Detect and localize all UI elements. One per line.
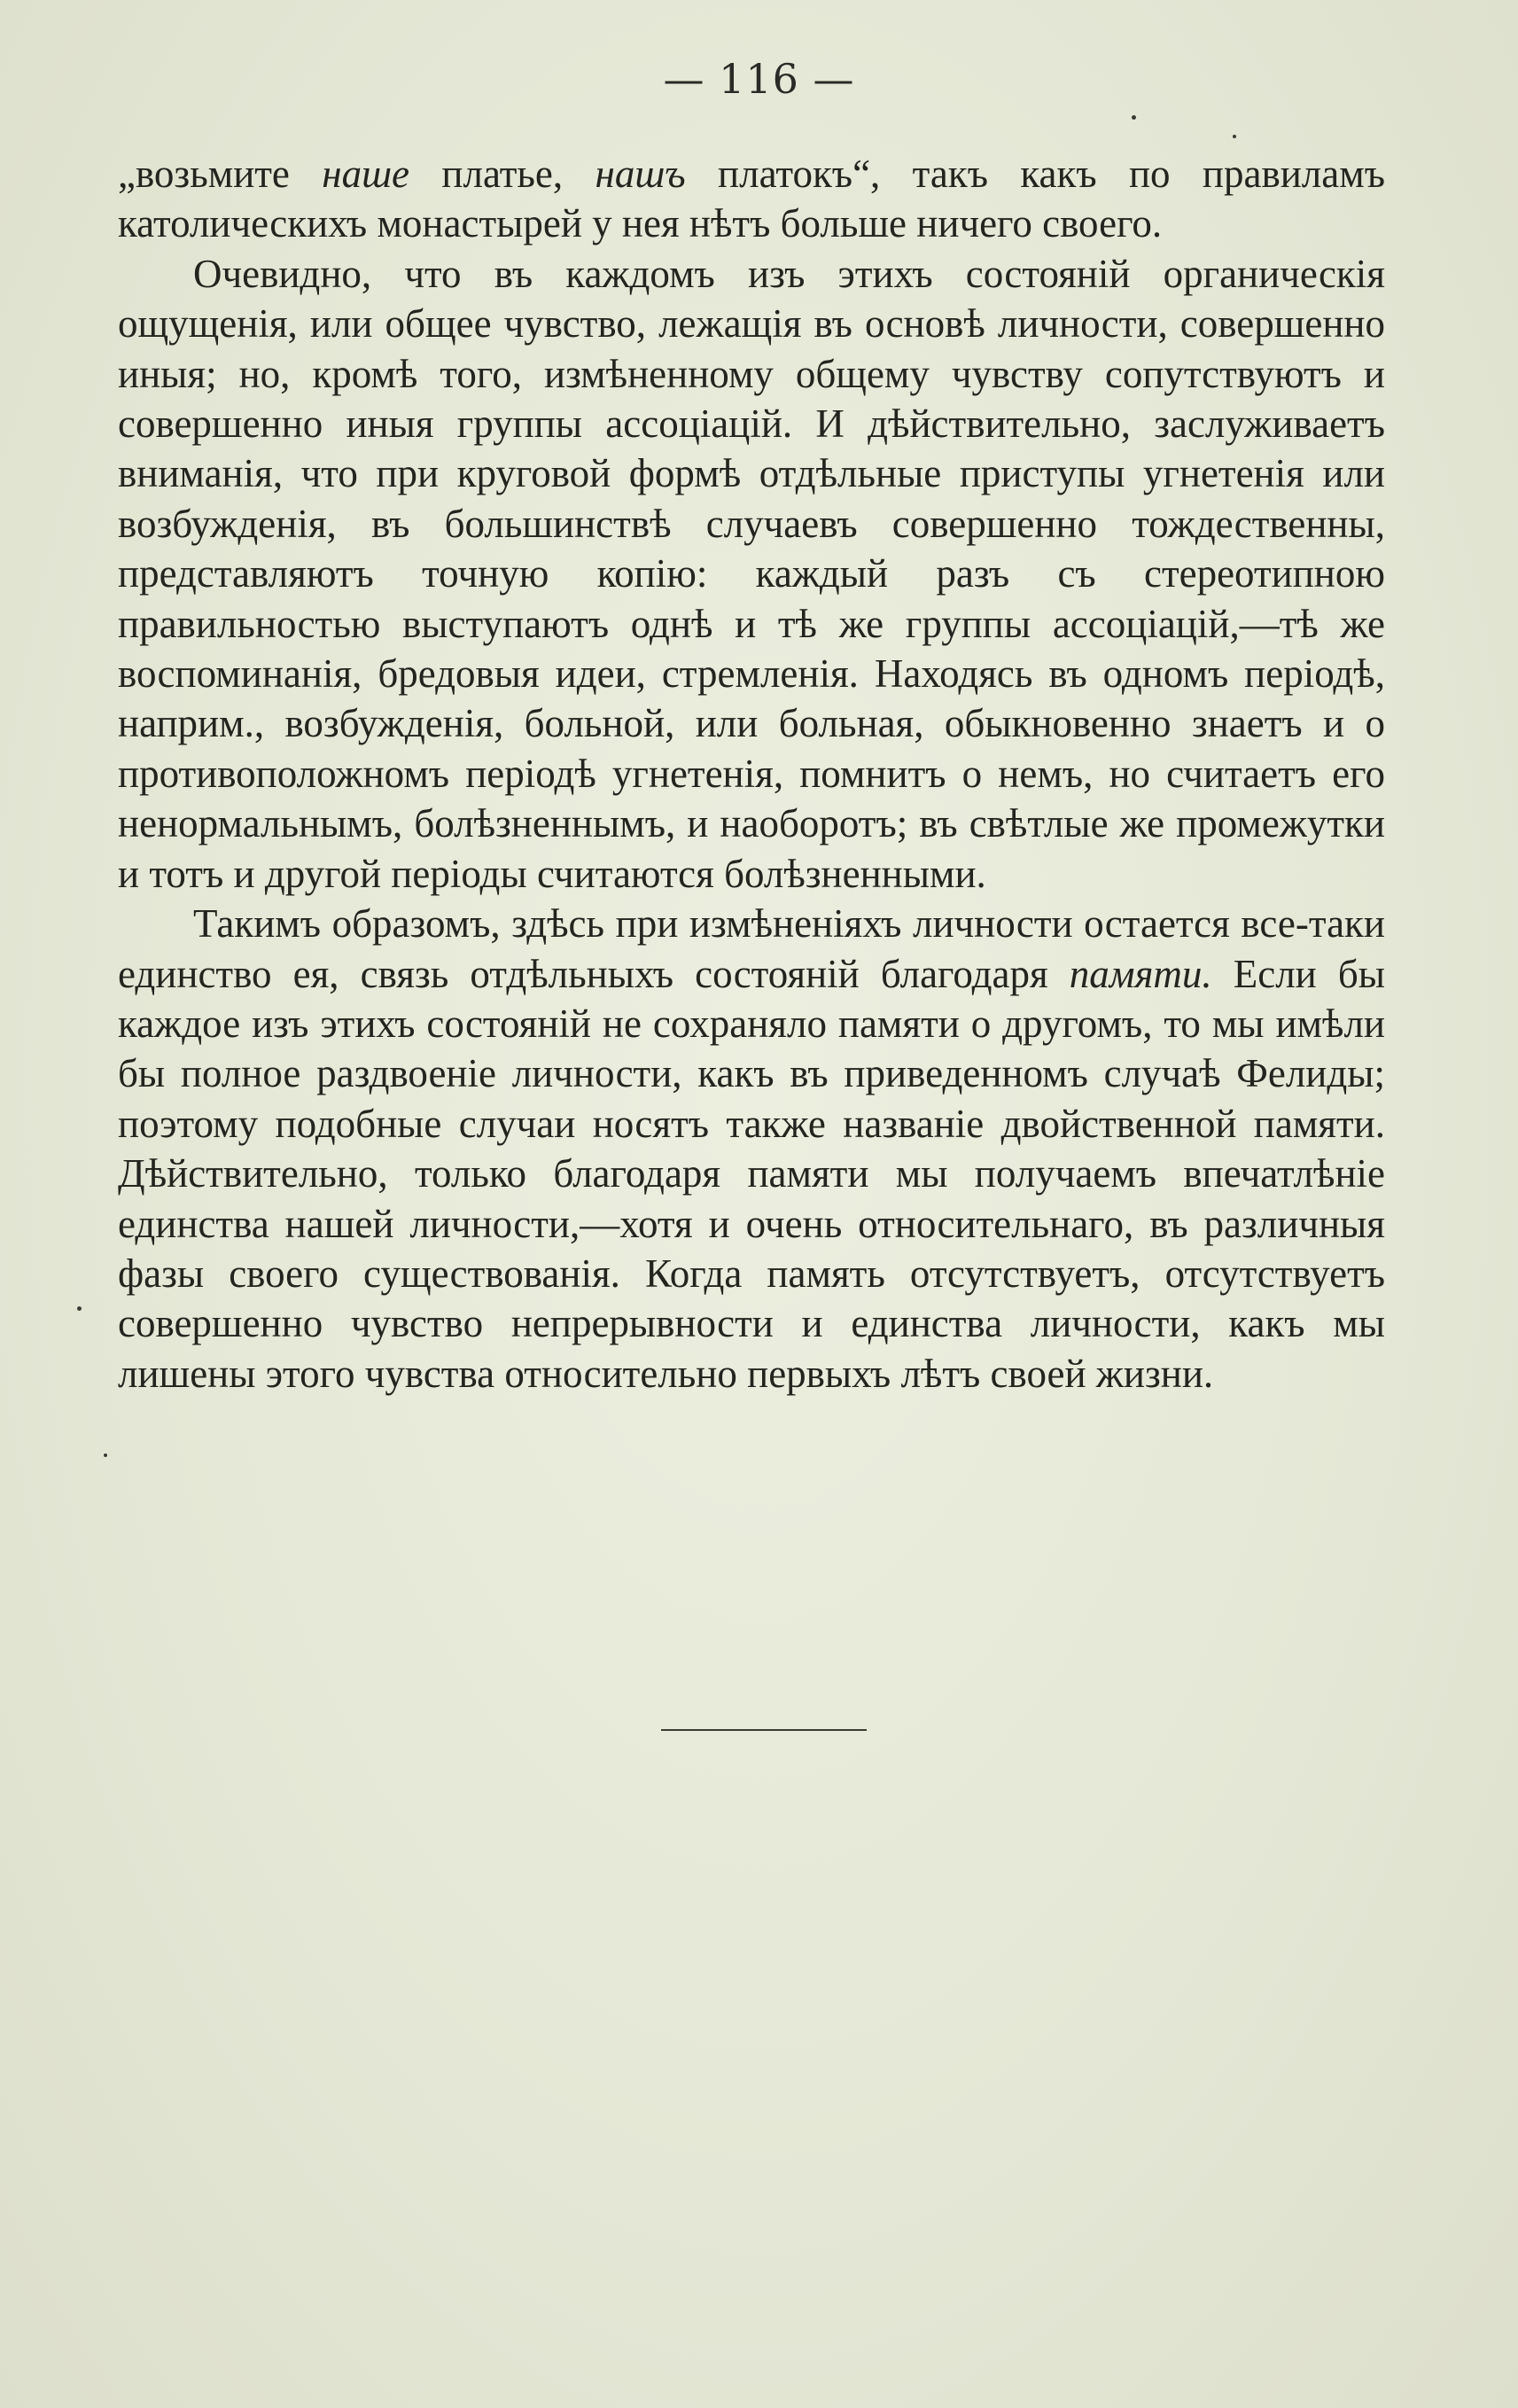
end-divider-rule: [661, 1729, 867, 1731]
paper-speck: [1132, 115, 1136, 120]
text-segment-italic: наше: [322, 152, 410, 196]
text-segment: Такимъ образомъ, здѣсь при измѣненіяхъ личности остается все-таки единство ея, связь отдѣльныхъ состояній благодаря: [118, 901, 1385, 996]
paragraph-3: [118, 899, 1385, 1399]
text-segment-italic: нашъ: [595, 152, 686, 196]
text-segment: платье,: [409, 152, 596, 196]
page-number: — 116 —: [663, 55, 855, 103]
paragraph-1: [118, 149, 1385, 249]
paragraph-2: [118, 249, 1385, 899]
text-segment: Если бы каждое изъ этихъ состояній не сохраняло памяти о другомъ, то мы имѣли бы полное раздвоеніе личности, какъ въ приведенномъ случаѣ Фелиды; поэтому подобные случаи носятъ также названіе двойственной памяти. Дѣйствительно, только благодаря памяти мы получаемъ впечатлѣніе единства нашей личности,—хотя и очень относительнаго, въ различныя фазы своего существованія. Когда память отсутствуетъ, отсутствуетъ совершенно чувство непрерывности и единства личности, какъ мы лишены этого чувства относительно первыхъ лѣтъ своей жизни.: [118, 951, 1385, 1396]
text-segment: „возьмите: [118, 152, 323, 196]
paper-speck: [77, 1306, 82, 1311]
paper-speck: [104, 1453, 107, 1457]
text-segment-italic: памяти.: [1069, 951, 1212, 996]
text-segment: платокъ“, такъ какъ по правиламъ католическихъ монастырей у нея нѣтъ больше ничего своего.: [118, 152, 1385, 246]
text-segment: Очевидно, что въ каждомъ изъ этихъ состояній органическія ощущенія, или общее чувство, лежащія въ основѣ личности, совершенно иныя; но, кромѣ того, измѣненному общему чувству сопутствуютъ и совершенно иныя группы ассоціацій. И дѣйствительно, заслуживаетъ вниманія, что при круговой формѣ отдѣльные приступы угнетенія или возбужденія, въ большинствѣ случаевъ совершенно тождественны, представляютъ точную копію: каждый разъ съ стереотипною правильностью выступаютъ однѣ и тѣ же группы ассоціацій,—тѣ же воспоминанія, бредовыя идеи, стремленія. Находясь въ одномъ періодѣ, наприм., возбужденія, больной, или больная, обыкновенно знаетъ и о противоположномъ періодѣ угнетенія, помнитъ о немъ, но считаетъ его ненормальнымъ, болѣзненнымъ, и наоборотъ; въ свѣтлые же промежутки и тотъ и другой періоды считаются болѣзненными.: [118, 251, 1385, 896]
paper-speck: [1233, 135, 1236, 138]
body-text: [118, 149, 1385, 1399]
